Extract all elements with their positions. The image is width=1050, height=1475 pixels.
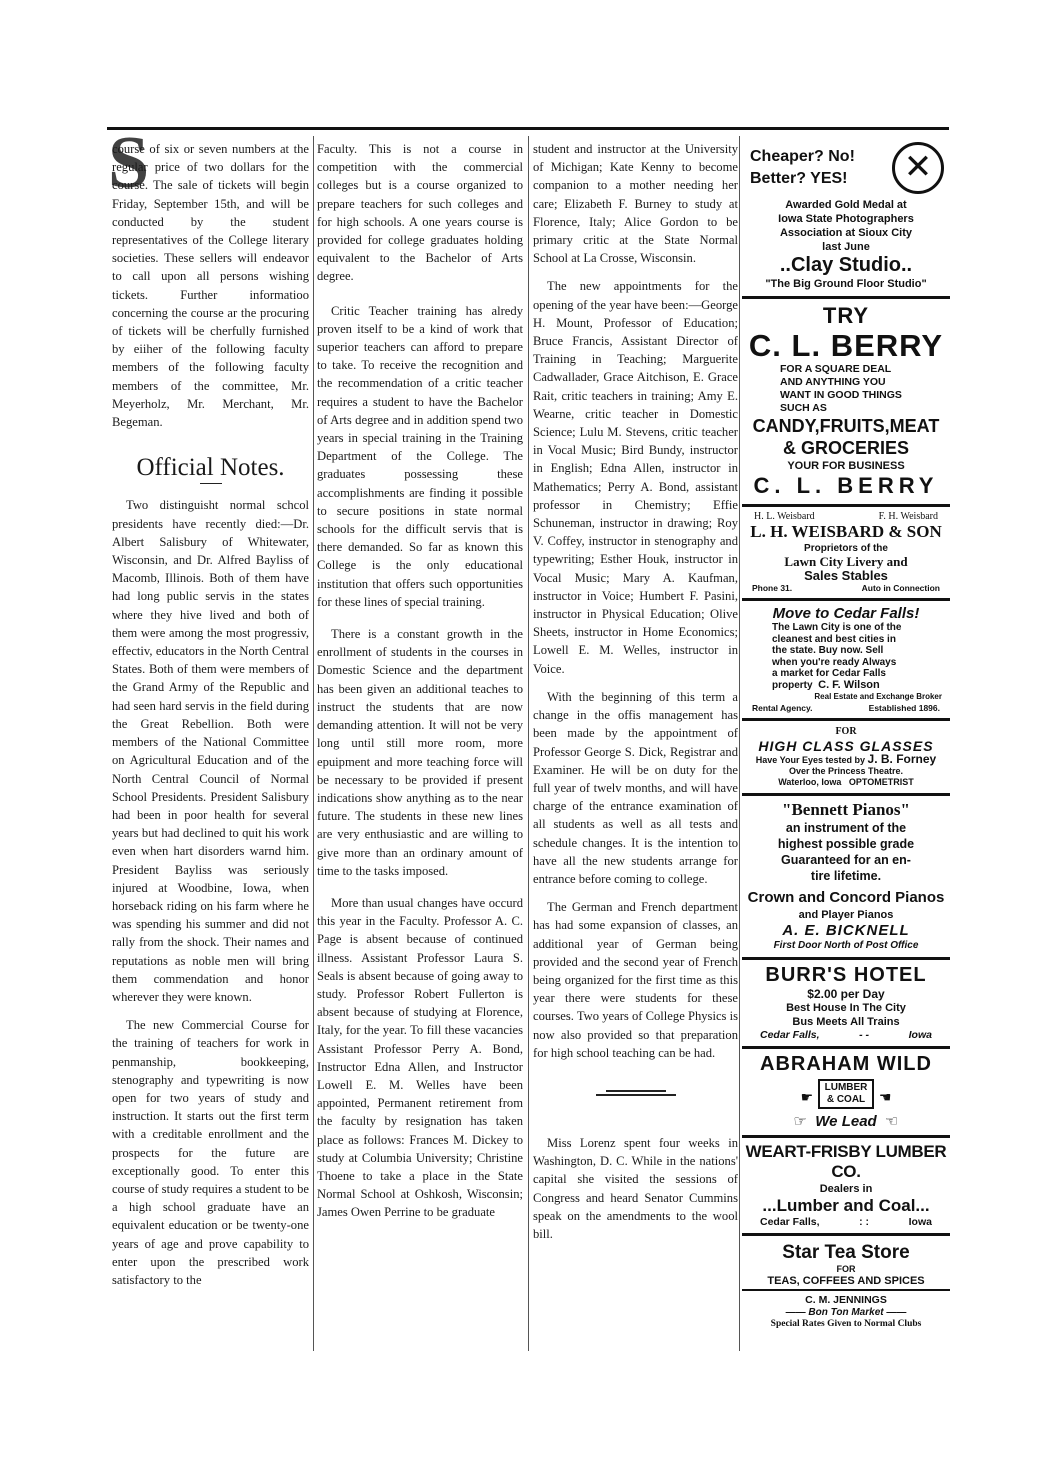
article-paragraph: The German and French department has had some expansion of classes, an additional year of German being provided and the second year of French being organized for the first time as this year there were students for these courses. Two years of College Physics is now also provided so that preparation for high school teaching can be had. xyxy=(533,900,738,1060)
ad-text: Iowa xyxy=(908,1028,932,1041)
ad-text: property xyxy=(772,679,813,691)
ad-text: J. B. Forney xyxy=(867,751,937,766)
ad-text: Bon Ton Market xyxy=(808,1306,884,1318)
ad-text: Proprietors of the xyxy=(804,543,888,554)
ad-text: Awarded Gold Medal at xyxy=(785,199,907,211)
ad-text: the state. Buy now. Sell xyxy=(772,645,884,656)
ad-text: C. M. JENNINGS xyxy=(805,1293,887,1306)
ad-text: Cedar Falls, xyxy=(760,1215,820,1228)
ad-text: OPTOMETRIST xyxy=(848,776,914,787)
ad-title: WEART-FRISBY LUMBER CO. xyxy=(745,1141,947,1181)
ad-text: AND ANYTHING YOU xyxy=(780,376,886,388)
ad-title: C. L. BERRY xyxy=(748,328,944,363)
article-paragraph: Miss Lorenz spent four weeks in Washington, D. C. While in the nations' capital she visited the sessions of Congress and heard Senator Cummins speak on the amendments to the wool bill. xyxy=(533,1135,738,1241)
ad-text: First Door North of Post Office xyxy=(773,939,919,951)
article-paragraph: Critic Teacher training has alredy proven itself to be a kind of work that superior teachers can afford to prepare to take. To receive the recognition and the recommendation of a critic teacher requires a student to have the Bachelor of Arts degree and in addition spend two years in special training in the Training Department of the College. The graduates possessing these accomplishments are finding it possible to secure positions in state normal schools for the difficult servis that is there demanded. So far as known this College is the only educational institution that offers such opportunities for these lines of special training. xyxy=(317,303,523,609)
ad-title: ABRAHAM WILD xyxy=(760,1052,932,1075)
article-paragraph: There is a constant growth in the enrollment of students in the courses in Domestic Science and the department has been given an additional teaches to instruct the students that are now demanding attention. It will not be very long until still more room, more epuipment and more teaching force will be necessary to be provided if present indications show anything as to the near future. The students in these new lines are very enthusiastic and are willing to give more than an ordinary amount of time to the tasks imposed. xyxy=(317,627,523,878)
ad-text: Phone 31. xyxy=(752,583,793,593)
ad-title: "Bennett Pianos" xyxy=(782,799,910,819)
column-separator xyxy=(313,136,314,1351)
article-paragraph: More than usual changes have occurd this year in the Faculty. Professor A. C. Page is absent because of continued illness. Assistant Professor Laura S. Seals is absent because of going away to study. Professor Robert Fullerton is absent because of studying at Florence, Italy, for the year. To fill these vacancies Assistant Professor Perry A. Bond, Instructor Edna Allen, and Instructor Lowell E. M. Welles have been appointed, Permanent retirement from the faculty by resignation has taken place as follows: Frances M. Dickey to study at Columbia University; Christine Thoene to take a place in the State Normal School at Oshkosh, Wisconsin; James Owen Perrine to be graduate xyxy=(317,895,523,1220)
ad-text: Rental Agency. xyxy=(752,702,813,713)
ad-text: Bus Meets All Trains xyxy=(792,1015,900,1028)
ad-text: ...Lumber and Coal... xyxy=(762,1195,930,1215)
ad-text: & COAL xyxy=(826,1093,866,1105)
ad-text: H. L. Weisbard xyxy=(754,511,815,522)
ad-text: A. E. BICKNELL xyxy=(782,921,910,939)
ad-title: L. H. WEISBARD & SON xyxy=(750,522,942,541)
ad-text: Iowa xyxy=(908,1215,932,1228)
ad-text: Special Rates Given to Normal Clubs xyxy=(770,1318,922,1329)
ad-text: $2.00 per Day xyxy=(807,986,885,1001)
ad-text: Lawn City Livery and xyxy=(784,554,908,569)
ad-text: WANT IN GOOD THINGS xyxy=(780,389,902,401)
ad-text: cleanest and best cities in xyxy=(772,633,896,645)
x-circle-icon: ✕ xyxy=(892,142,944,194)
ad-title: C. L. BERRY xyxy=(753,473,939,498)
drop-cap: S xyxy=(108,122,150,204)
ad-text: and Player Pianos xyxy=(798,908,894,921)
ad-abraham-wild xyxy=(742,1049,950,1138)
hand-pointer-icon: ☚ xyxy=(878,1088,892,1105)
column-3 xyxy=(533,140,738,1253)
ad-text: "The Big Ground Floor Studio" xyxy=(765,278,927,290)
ad-text: Real Estate and Exchange Broker xyxy=(814,692,942,701)
ad-text: The Lawn City is one of the xyxy=(772,622,902,633)
ad-text: C. F. Wilson xyxy=(818,678,880,691)
ad-text: YOUR FOR BUSINESS xyxy=(787,460,905,472)
ad-text: a market for Cedar Falls xyxy=(772,668,886,679)
ad-text: Iowa State Photographers xyxy=(778,213,914,225)
ad-text: Dealers in xyxy=(819,1182,873,1195)
ad-berry xyxy=(742,299,950,507)
ads-column xyxy=(742,134,950,1329)
section-heading: Official Notes. xyxy=(136,454,285,482)
article-paragraph: Two distinguisht normal schcol presidents have recently died:—Dr. Albert Salisbury of Whitewater, Wisconsin, and Dr. Alfred Bayliss of Macomb, Illinois. Both of them have had long public servis in the states where they hive lived and both of them were among the most progressiv, effectiv, educators in the North Central States. Both of them were members of the Grand Army of the Republic and had seen hard servis in the field during the Great Rebellion. Both were members of the National Committee on Agricultural Education and of the North Central Council of Normal School Presidents. President Salisbury had been in poor health for several years but had declined to quit his work even when hart disorders warnd him. President Bayliss was seriously injured at Woodbine, Iowa, when horseback riding on his farm where he was spending his summer and did not rally from the shock. Their names and reputations as noble men will bring them commendation and honor wherever they were known. xyxy=(112,498,309,1004)
article-paragraph: course of six or seven numbers at the regular price of two dollars for the course. The sale of tickets will begin Friday, September 15th, and will be conducted by the student representatives of the College literary societies. These sellers will endeavor to call upon all persons wishing tickets. Further informatioo concerning the course ar the procuring of tickets will be cherfully furnished by eiiher of the following faculty members of the following faculty members of the committee, Mr. Meyerholz, Mr. Merchant, Mr. Begeman. xyxy=(112,142,309,430)
ad-text: - - xyxy=(859,1028,870,1041)
ad-text: & GROCERIES xyxy=(782,438,910,458)
ad-text: Association at Sioux City xyxy=(779,227,913,239)
ad-text: Waterloo, Iowa xyxy=(778,776,842,787)
ad-text: FOR A SQUARE DEAL xyxy=(780,363,892,375)
ornament-rule xyxy=(533,1090,738,1096)
ad-glasses xyxy=(742,721,950,796)
hand-pointer-icon: ☛ xyxy=(800,1088,814,1105)
article-paragraph: The new appointments for the opening of the year have been:—George H. Mount, Professor of Education; Bruce Francis, Assistant Director of Training in Teaching; Marguerite Cadwallader, Grace Aitchison, E. Grace Rait, critic teachers in training; Amy E. Wearne, critic teacher in Domestic Science; Lulu M. Stevens, critic teacher in Vocal Music; Bird Bundy, instructor in English; Edna Allen, instructor in Mathematics; Perry A. Bond, assistant professor in Chemistry; Effie Schuneman, instructor in drawing; Roy V. Coffey, instructor in stenography and typewriting; Esther Houk, instructor in Vocal Music; Mary A. Kaufman, instructor in Voice; Humbert F. Pasini, instructor in Physical Education; Olive Sheets, instructor in Home Economics; Lowell E. M. Welles, instructor in Voice. xyxy=(533,279,738,676)
page-top-rule xyxy=(107,127,949,130)
ad-text: LUMBER xyxy=(824,1081,868,1093)
ad-text: highest possible grade xyxy=(777,836,915,851)
ad-weisbard xyxy=(742,507,950,601)
ad-text: We Lead xyxy=(815,1112,877,1130)
ad-text: CANDY,FRUITS,MEAT xyxy=(752,416,940,436)
column-separator xyxy=(739,136,740,1351)
ad-title: Move to Cedar Falls! xyxy=(772,605,920,622)
ad-text: SUCH AS xyxy=(780,402,827,414)
ad-weart-frisby xyxy=(742,1138,950,1236)
ad-text: TRY xyxy=(822,303,870,328)
ad-text: Sales Stables xyxy=(804,568,888,583)
column-1 xyxy=(112,140,309,1299)
column-separator xyxy=(528,136,529,1351)
ad-text: an instrument of the xyxy=(785,820,907,835)
ad-text: tire lifetime. xyxy=(810,868,882,883)
ad-text: Auto in Connection xyxy=(861,583,940,593)
ad-text: Crown and Concord Pianos xyxy=(747,888,945,906)
article-paragraph: The new Commercial Course for the training of teachers for work in penmanship, bookkeeping, stenography and typewriting is now open for two years of study and instruction. It starts out the first term with a creditable enrollment and the prospects for the future are exceptionally good. To enter this course of study requires a student to be a high school graduate have an equivalent education or be twenty-one years of age and prove capability to enter upon the prescribed work satisfactory to the xyxy=(112,1018,309,1287)
heading-rule xyxy=(200,483,222,484)
ad-text: when you're ready Always xyxy=(772,656,897,668)
column-2 xyxy=(317,140,523,1232)
ad-text: FOR xyxy=(835,725,857,737)
article-paragraph: With the beginning of this term a change in the offis management has been made by the appointment of Professor George S. Dick, Registrar and Examiner. He will be on duty for the full year of twelv months, and will have charge of the entrance examination of all students as well as all tests and schedule changes. It is the intention to have all the new students arrange for entrance before coming to college. xyxy=(533,689,738,886)
ad-text: F. H. Weisbard xyxy=(878,511,938,522)
article-paragraph: student and instructor at the University of Michigan; Kate Kenny to become companion to a mother needing her care; Elizabeth F. Burney to study at Florence, Italy; Alice Gordon to be primary critic at the State Normal School at La Crosse, Wisconsin. xyxy=(533,142,738,266)
ad-text: FOR xyxy=(836,1263,856,1274)
ad-text: Best House In The City xyxy=(786,1001,906,1014)
ad-text: : : xyxy=(859,1215,870,1228)
article-paragraph: Faculty. This is not a course in competition with the commercial colleges but is a course organized to prepare teachers for such colleges and for high schools. A one years course is provided for college graduates holding equivalent to the Bachelor of Arts degree. xyxy=(317,142,523,284)
ad-text: Have Your Eyes tested by xyxy=(755,754,865,765)
ad-text: Cheaper? No! xyxy=(750,148,855,165)
ad-text: last June xyxy=(822,241,870,253)
ad-text: Cedar Falls, xyxy=(760,1028,820,1041)
hand-pointer-icon: ☜ xyxy=(885,1112,899,1130)
ad-title: ..Clay Studio.. xyxy=(779,254,913,276)
hand-pointer-icon: ☞ xyxy=(793,1112,807,1130)
ad-title: Star Tea Store xyxy=(782,1241,910,1263)
ad-title: HIGH CLASS GLASSES xyxy=(758,737,934,754)
ad-bennett-pianos xyxy=(742,796,950,960)
ad-text: Over the Princess Theatre. xyxy=(788,765,904,776)
ad-text: TEAS, COFFEES AND SPICES xyxy=(767,1274,925,1287)
ad-clay-studio xyxy=(742,134,950,299)
ad-text: Guaranteed for an en- xyxy=(781,852,911,867)
ad-star-tea-store: Star Tea Store FOR TEAS, COFFEES AND SPICES C. M. JENNINGS —— Bon Ton Market —— Special Rates Given to Normal Clubs xyxy=(742,1236,950,1329)
ad-title: BURR'S HOTEL xyxy=(765,963,927,986)
ad-cedar-falls xyxy=(742,601,950,721)
ad-burrs-hotel xyxy=(742,960,950,1049)
ad-text: Established 1896. xyxy=(868,702,940,713)
ad-text: Better? YES! xyxy=(750,170,848,187)
divider xyxy=(742,1289,950,1291)
